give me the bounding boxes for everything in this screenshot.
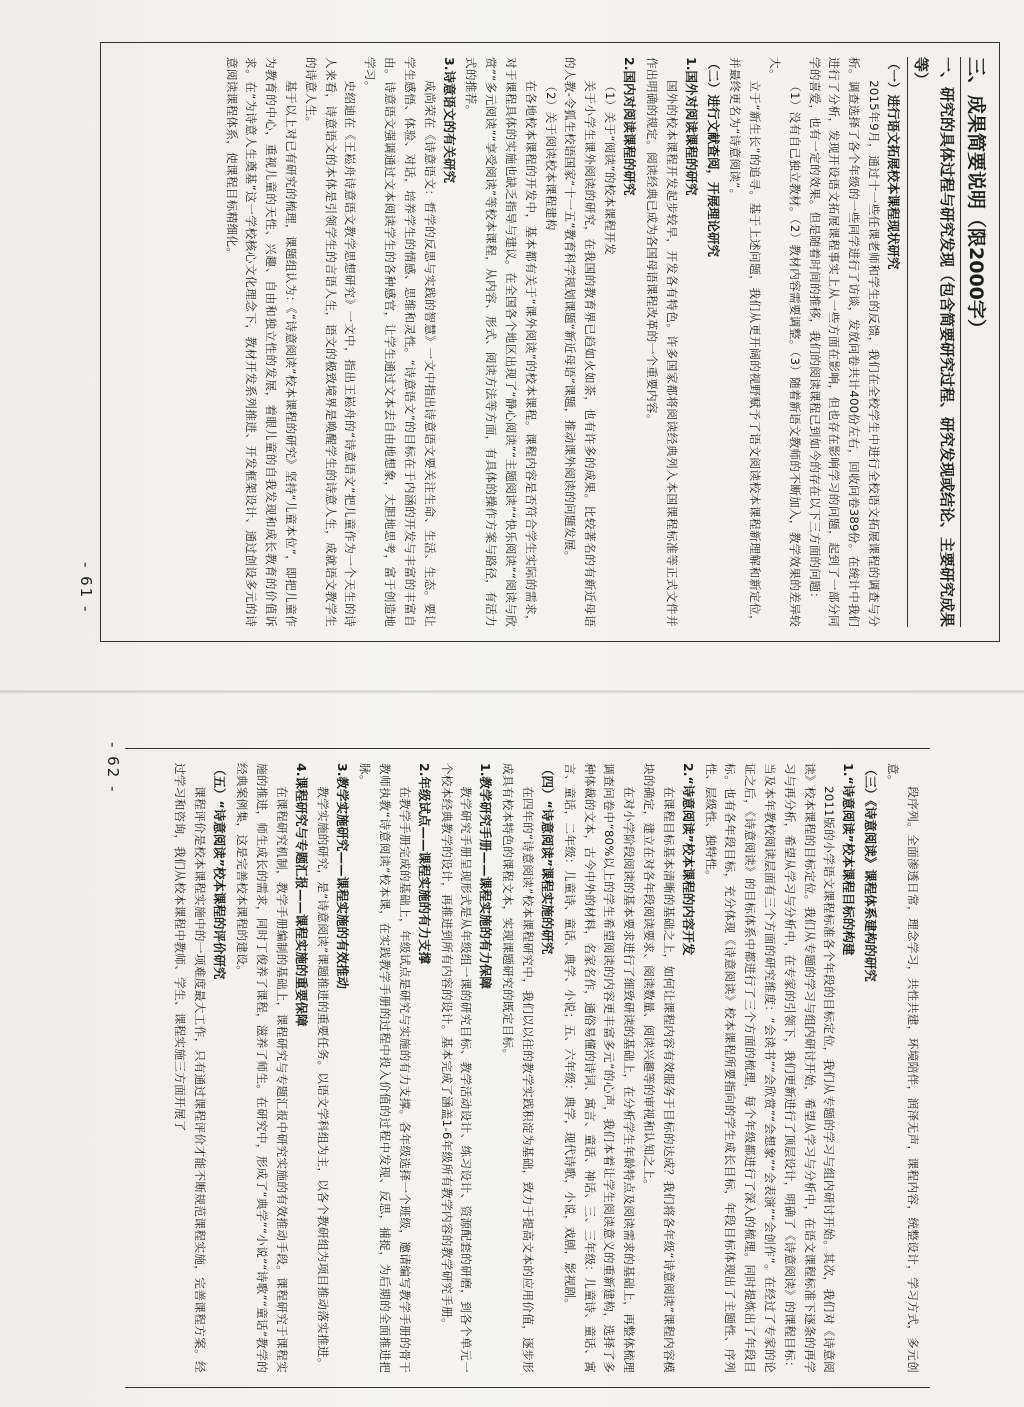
page-62-body: [170, 763, 922, 1373]
paragraph: 教学实施的研究，是“诗意阅读”课题推进的重要任务。以语文学科组为主，以各个教研组为项目推动落实推进。: [316, 786, 331, 1370]
section-heading: （四）“诗意阅读”课程实施的研究: [540, 763, 556, 955]
paragraph: （1）关于“阅读”的校本课程开发: [603, 80, 618, 256]
paragraph: （2）关于阅读校本课程建构: [543, 80, 558, 231]
page-61-content: [111, 57, 991, 627]
section-heading: （二）进行文献查阅，开展理论研究: [705, 57, 721, 258]
page-number: - 61 -: [77, 562, 95, 614]
section-heading: （一）进行语文拓展校本课程现状研究: [886, 57, 901, 270]
paragraph: 成尚荣在《诗意语文：哲学的反思与实践的智慧》一文中指出诗意语文要关注生命、生活、生态。要让学生感悟、体验、对话，培养学生的情感、思维和灵性。“诗意语文”的目标在于内涵的开发与丰富的丰富自由。诗意语文强调通过文本阅读学生的各种感官，让学生通过文本去自由地想象，大胆地思考，富于创造地学习。: [363, 57, 437, 627]
section-heading: 2.国内对阅读课程的研究: [622, 57, 638, 196]
paragraph: 在课程研究机制，教学手册编制的基础上，课程研究与专题汇报中研究实施的有效推动手段。课程研究于课程实施的推进，师生成长的需求，同时丁俊养了课程，滋养了师生。在研究中，形成了“典学”“小说”“诗歌”“童话”教学的经典案例集，这是完善校本课程的建设。: [235, 763, 289, 1373]
section-heading: （三）《诗意阅读》课程体系建构的研究: [863, 763, 879, 982]
paragraph: 2015年9月，通过十一些任课老师和学生的反馈，我们在全校学生中进行全校语文拓展课程的调查与分析。调查选择了各个年级的一些同学进行了访谈，发放问卷共计400份左右，回收问卷389份。在统计中我们进行了分析，发现开设语文拓展课程事实上从一些方面在影响，但也存在影响学习的问题，起到了一部分同学的喜爱，也有一定的效果。但是随着时间的推移，我们的阅读课程已到如今的存在以下三方面的问题：: [807, 57, 881, 627]
section-heading: 1.“诗意阅读”校本课程目标的构建: [841, 763, 857, 956]
paragraph: 在各地校本课程的开发中，基本都有关于“课外阅读”的校本课程。课程内容是否符合学生实际的需求，对于课程具体的实施也缺乏指导与建议。在全国各个地区出现了“静心阅读”“主题阅读”“快乐阅读”“阅读与欣赏”“多元阅读”“享受阅读”等校本课程，从内容、形式、阅读方法等方面，有具体的操作方案与路径，有活力式的推荐。: [464, 57, 538, 627]
paragraph: 国外的校本课程开发起步较早，开发各有特色。许多国家都将阅读经典列入本国课程标准等正式文件并作出明确的规定。阅读经典已成为各国母语课程改革的一个重要内容。: [644, 57, 679, 627]
page-62: [100, 742, 930, 1388]
paragraph: 立于“新生长”的追寻。基于上述问题，我们从更开阔的视野赋予了语文阅读校本课程新理解和新定位，并最终更名为“诗意阅读”。: [728, 57, 763, 627]
page-62-content: [135, 763, 922, 1373]
paragraph: 2011版的小学语文课程标准各个年段的目标定位，我们从专题的学习与组内研讨开始。其次，我们对《诗意阅读》校本课程的目标定位。我们从专题的学习与组内研讨开始，希望从学习与分析中，在语文课程标准下逐条的再学习与再分析，希望从学习与分析中，在专家的引领下，我们更新进行了顶层设计，明确了《诗意阅读》的课程目标：当及本年教校阅读层面有三个方面的研究维度：“会读书”“会欣赏”“会想象”“会表演”“会创作”。在经过了专家的论证之后，《诗意阅读》的目标体系中都进行了三个方面的梳理，每个年级都进行了深入的梳理。同时提炼出了年段目标。也有各年段目标，充分体现《诗意阅读》校本课程所要指向的学生成长目标，年段目标体现出了主题性、序列性、层级性、独特性。: [703, 763, 837, 1373]
section-heading: 2.“诗意阅读”校本课程的内容开发: [680, 763, 696, 956]
page-frame: [125, 748, 930, 1388]
section-heading: 2.年级试点——课程实施的有力支撑: [416, 763, 432, 964]
paragraph: 基于以上对已有研究的梳理，课题组认为：《“诗意阅读”校本课程的研究》坚持“儿童本位”，即把儿童作为教育的中心，重视儿童的天性、兴趣、自由和独立性的发展，着眼儿童的自我发现和成长教育的价值诉求。在“为诗意人生奠基”这一学校核心文化理念下，教材开发系列推进、开发框架设计、通过创设多元的诗意阅读课程体系，使课程目标精细化。: [224, 57, 299, 627]
paragraph: 关于小学生课外阅读的研究，在我国的教育界已趋如火如荼，也有许多的成果。比较著名的有新近母语的人教-令狐生校语国家“十一五”教育科学规划课题“新近母语”课题，推动课外阅读的问题发展。: [563, 57, 598, 627]
paragraph: 在对小学阶段阅读的基本要求进行了细致研读的基础上，在分析学生年龄特点及阅读需求的基础上，再整体梳理调查问卷中“80%以上的学生希望阅读的内容更丰富多元”的心声，我们本着让学生阅读意义的重新建构，选择了多种体裁的文本，古今中外的材料，名家名作，通俗易懂的诗词、寓言、童话、神话、三、三年级：儿童诗、童话、寓言、童话，二年级：儿童诗、童话、典学、小说；五、六年级：典学，现代诗歌，小说，戏剧，影视剧。: [562, 763, 637, 1373]
paragraph: 在四年的“诗意阅读”校本课程研究中，我们以以往的教学实践积淀为基础，致力于提高文本的应用价值，逐步形成具有校本特色的课程文本，实现课题研究的既定目标。: [501, 763, 536, 1373]
page-frame: [100, 42, 1000, 642]
section-heading: 1.教学研究手册——课程实施的有力保障: [478, 763, 494, 989]
paragraph: （1）没有自己独立教材。（2）教材内容需要调整。（3）随着新语文教师的不断加入，教学效果的差异较大。: [768, 57, 802, 627]
paragraph: 史绍迪在《王崧舟诗意语文教学思想研究》一文中，指出王崧舟的“诗意语文”把儿童作为一个天生的诗人来看，诗意语文的本体是引领学生的言语人生，语文的极致境界是唤醒学生的诗意人生，成就语文教学生的诗意人生。: [303, 57, 358, 627]
section-heading: 4.课程研究与专题汇报——课程实施的重要保障: [293, 763, 309, 1027]
page-fold: [0, 690, 1024, 693]
section-heading: 3.教学实施研究——课程实施的有效推动: [335, 763, 351, 989]
page-61-body: [221, 57, 903, 627]
paragraph: 教学研究手册呈现形式是从年级组一课的研究目标、教学活动设计、练习设计、资源配套的研磨，到各个单元一个校本经典教学的设计，再推进到所有内容的设计。基本完成了涵盖1-6年级所有教学内容的教学研究手册。: [439, 763, 474, 1373]
paragraph: 课程评价是校本课程实施中的一项难度最大工作，只有通过课程评价才能不断规范课程实施，完善课程方案。经过学习和咨询，我们从校本课程中教师、学生、课程实施三方面开展了: [173, 763, 208, 1373]
page-61: [77, 42, 1000, 642]
page-number: - 62 -: [104, 742, 122, 794]
paragraph: 在课程目标基本清晰的基础之上，如何让课程内容有效服务于目标的达成？我们将各年级“诗意阅读”课程内容模块的确定，建立在对各年段阅读要求、阅读数量、阅读兴趣等的审视和认知之上。: [642, 763, 676, 1373]
paragraph: 在教学手册完成的基础上，年级试点是研究与实施的有力支撑。各年级选择一个班级，邀请编写教学手册的骨干教师执教“诗意阅读”校本课，在实践教学手册的过程中投入价值的过程中发现、反思，捕捉，为后期的全面推进把脉。: [358, 763, 412, 1373]
section-heading: 1.国外对阅读课程的研究: [683, 57, 699, 196]
section-subtitle: 一、研究的具体过程与研究发现（包含简要研究过程、研究发现或结论、主要研究成果等）: [907, 57, 961, 627]
paragraph: 段序列。全面渗透日常，理念学习，共性共建，环境陪伴，润泽无声，课程内容，统整设计，学习方式，多元创意。: [886, 763, 920, 1373]
section-title: 三、成果简要说明（限2000字）: [965, 57, 987, 338]
section-heading: 3.诗意语文的有关研究: [441, 57, 457, 183]
section-heading: （五）“诗意阅读”校本课程的评价研究: [212, 763, 228, 980]
